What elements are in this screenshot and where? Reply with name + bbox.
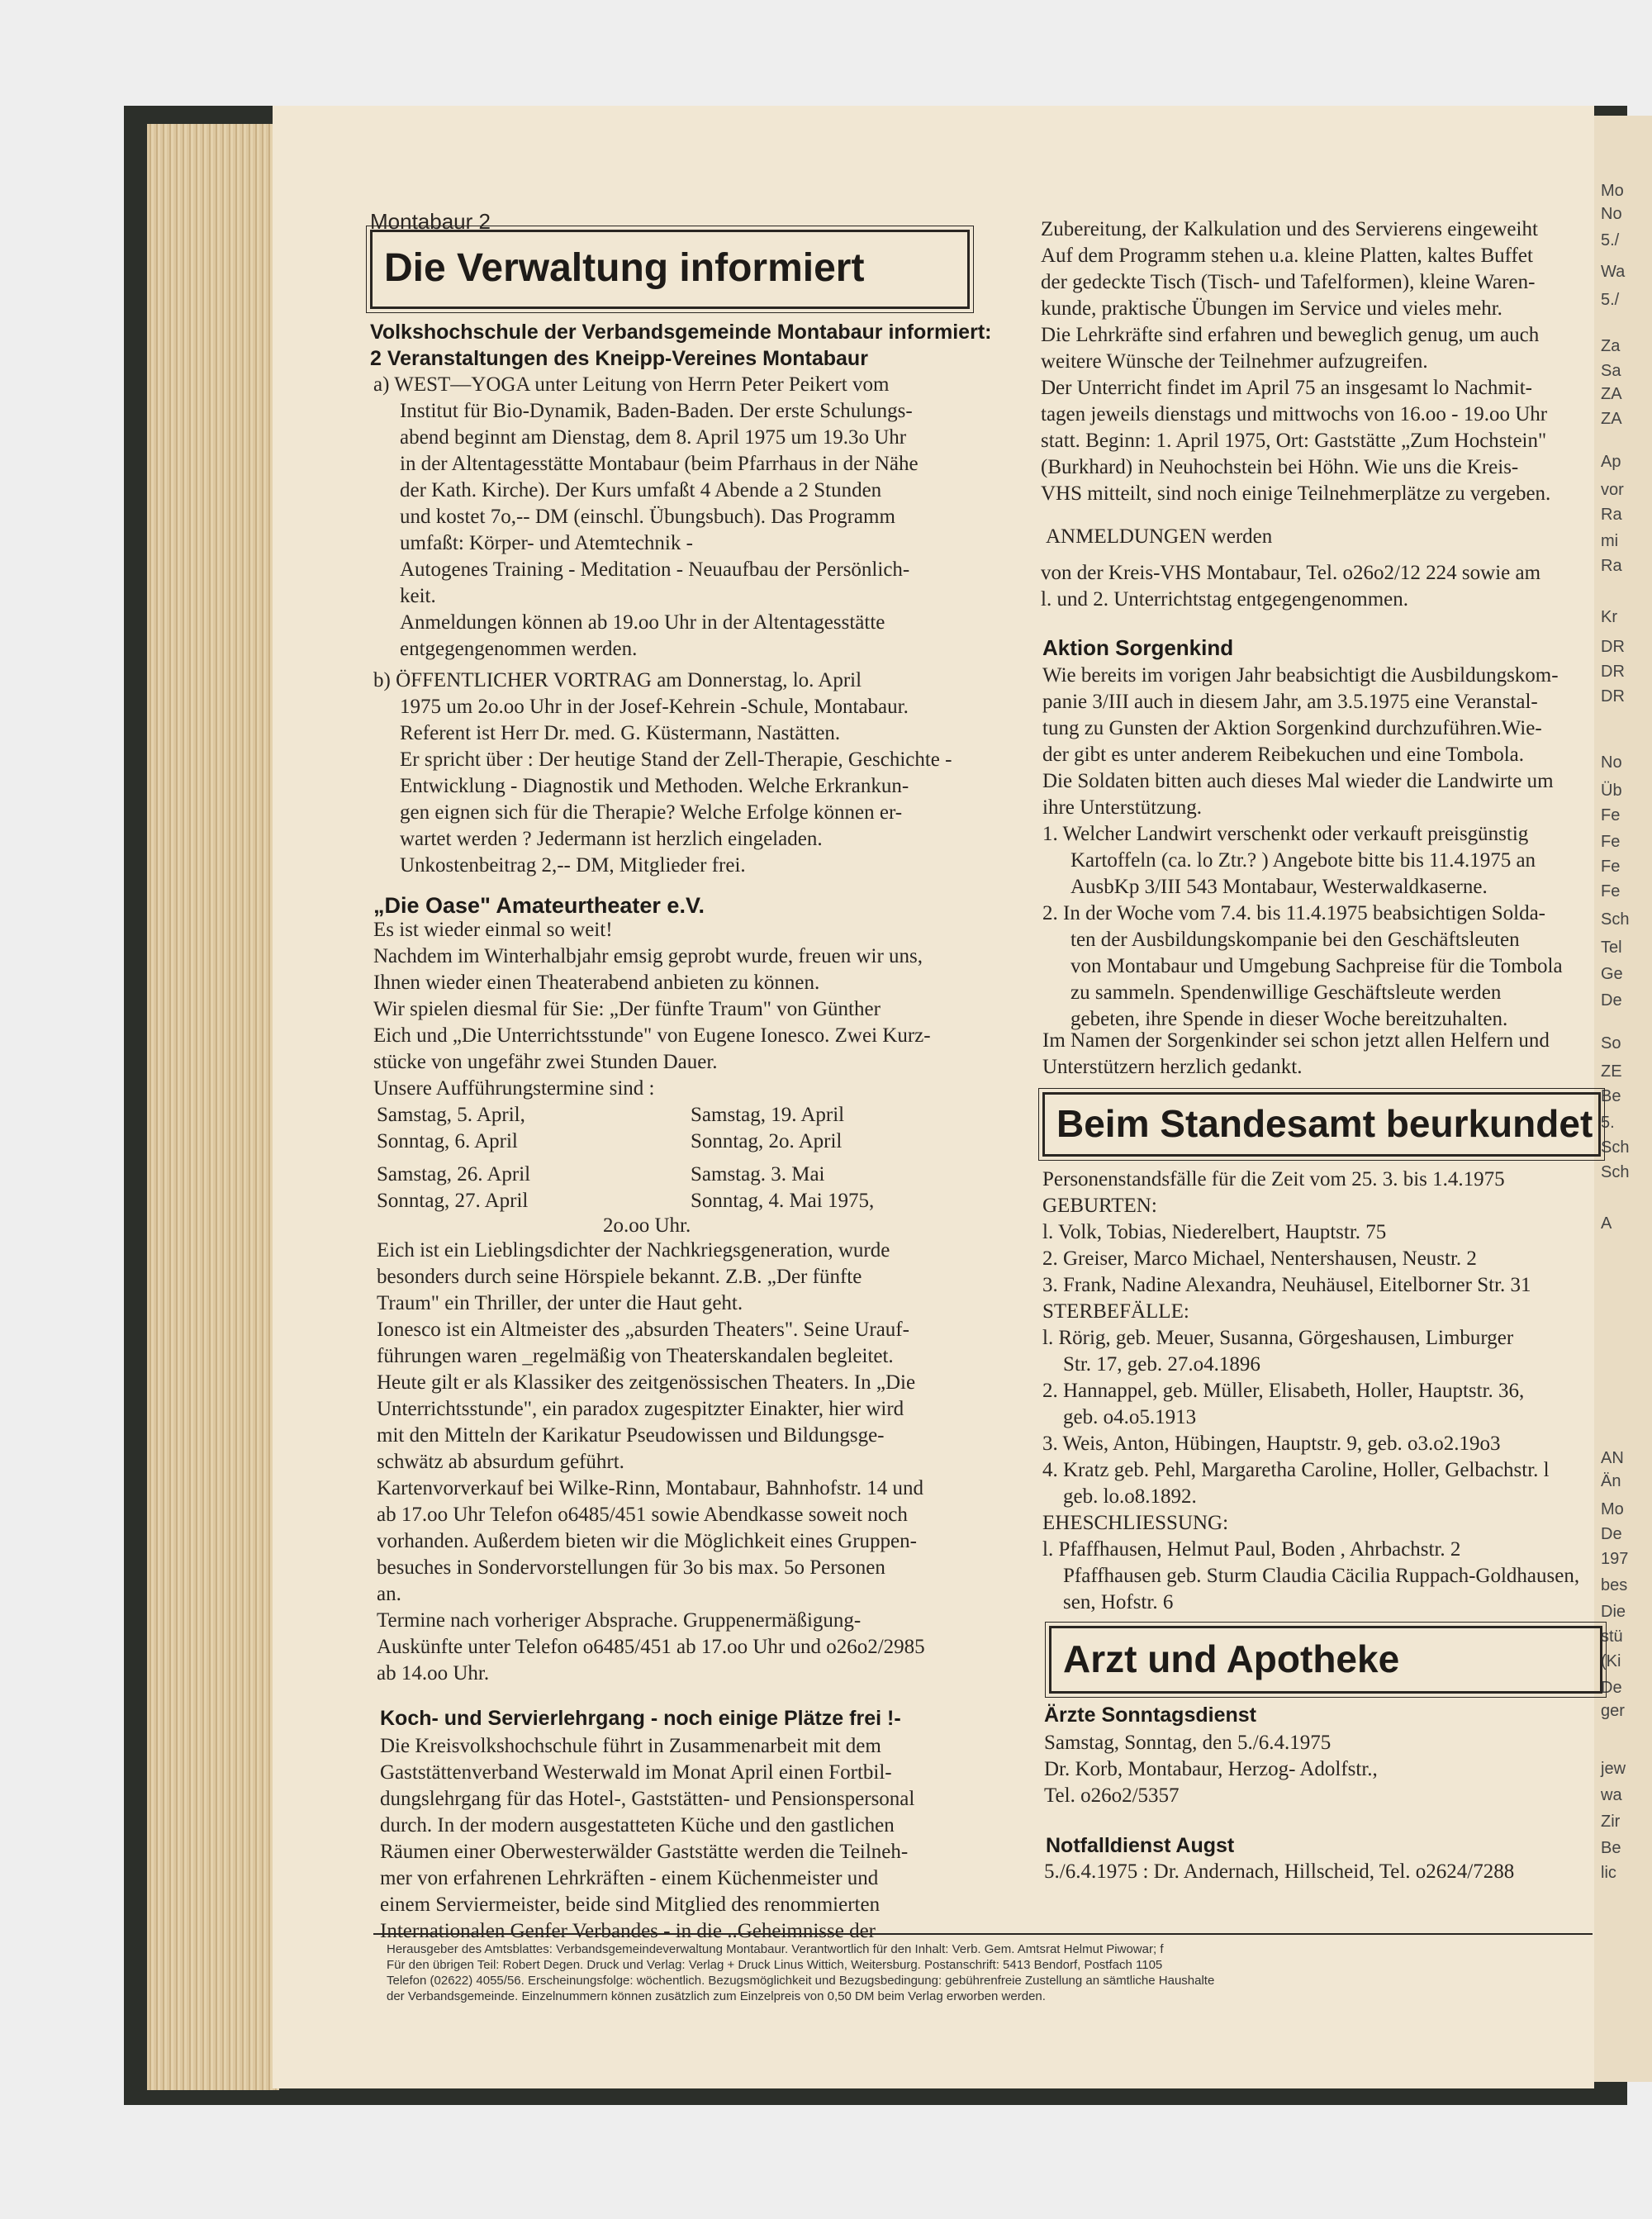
text-line: Entwicklung - Diagnostik und Methoden. Welche Erkrankun- bbox=[400, 775, 909, 797]
text-line: Die Lehrkräfte sind erfahren und beweglich genug, um auch bbox=[1041, 324, 1540, 346]
text-line: und kostet 7o,-- DM (einschl. Übungsbuch). Das Programm bbox=[400, 506, 895, 528]
text-line: an. bbox=[377, 1583, 401, 1605]
text-line: schwätz ab absurdum geführt. bbox=[377, 1451, 624, 1473]
sonntagsdienst-heading: Ärzte Sonntagsdienst bbox=[1044, 1703, 1256, 1727]
text-line: dungslehrgang für das Hotel-, Gaststätten- und Pensionspersonal bbox=[380, 1788, 915, 1810]
text-line: wartet werden ? Jedermann ist herzlich eingeladen. bbox=[400, 828, 823, 850]
impressum-footer bbox=[387, 1941, 1593, 2004]
aktion-closing bbox=[1042, 1028, 1596, 1081]
footer-line: Für den übrigen Teil: Robert Degen. Druck und Verlag: Verlag + Druck Linus Wittich, Weitersburg. Postanschrift: 5413 Bendorf, Postfach 1105 bbox=[387, 1958, 1163, 1972]
list-line: von Montabaur und Umgebung Sachpreise für die Tombola bbox=[1070, 955, 1563, 977]
footer-line: Telefon (02622) 4055/56. Erscheinungsfolge: wöchentlich. Bezugsmöglichkeit und Bezugsbedingung: gebührenfreie Zustellung an sämtliche Haushalte bbox=[387, 1974, 1215, 1988]
text-line: mer von erfahrenen Lehrkräften - einem Küchenmeister und bbox=[380, 1867, 879, 1889]
text-line: Referent ist Herr Dr. med. G. Küstermann, Nastätten. bbox=[400, 722, 841, 744]
list-line: 2. In der Woche vom 7.4. bis 11.4.1975 beabsichtigen Solda- bbox=[1042, 902, 1545, 924]
page-label: Montabaur 2 bbox=[370, 209, 491, 234]
next-page-fragment: 5./ bbox=[1601, 291, 1620, 309]
next-page-fragment: Fe bbox=[1601, 858, 1621, 876]
text-line: Unsere Aufführungstermine sind : bbox=[373, 1077, 655, 1100]
text-line: a) WEST—YOGA unter Leitung von Herrn Peter Peikert vom bbox=[373, 373, 890, 396]
text-line: 3. Frank, Nadine Alexandra, Neuhäusel, Eitelborner Str. 31 bbox=[1042, 1274, 1531, 1296]
vhs-item-a bbox=[373, 372, 1026, 663]
date-row bbox=[377, 1129, 1004, 1155]
text-line: Tel. o26o2/5357 bbox=[1044, 1784, 1180, 1807]
list-line: Kartoffeln (ca. lo Ztr.? ) Angebote bitte bis 11.4.1975 an bbox=[1070, 849, 1536, 872]
date-row bbox=[377, 1162, 1004, 1188]
next-page-fragment: 5. bbox=[1601, 1114, 1615, 1132]
text-line: kunde, praktische Übungen im Service und vieles mehr. bbox=[1041, 297, 1502, 320]
text-line: l. und 2. Unterrichtstag entgegengenommen. bbox=[1041, 588, 1409, 611]
next-page-fragment: ZA bbox=[1601, 410, 1622, 428]
text-line: 3. Weis, Anton, Hübingen, Hauptstr. 9, geb. o3.o2.19o3 bbox=[1042, 1433, 1501, 1455]
text-line: Unterrichtsstunde", ein paradox zugespitzter Einakter, hier wird bbox=[377, 1398, 904, 1420]
text-line: Ihnen wieder einen Theaterabend anbieten zu können. bbox=[373, 972, 820, 994]
next-page-fragment: So bbox=[1601, 1034, 1621, 1052]
vhs-heading bbox=[370, 319, 1023, 372]
date-cell: Sonntag, 27. April bbox=[377, 1190, 529, 1212]
text-line: Räumen einer Oberwesterwälder Gaststätte werden die Teilneh- bbox=[380, 1841, 909, 1863]
text-line: panie 3/III auch in diesem Jahr, am 3.5.1975 eine Veranstal- bbox=[1042, 691, 1538, 713]
date-cell: Samstag, 26. April bbox=[377, 1163, 531, 1186]
next-page-fragment: No bbox=[1601, 753, 1622, 772]
text-line: entgegengenommen werden. bbox=[400, 638, 638, 660]
text-line: besuches in Sondervorstellungen für 3o bis max. 5o Personen bbox=[377, 1556, 885, 1579]
text-line: in der Altentagesstätte Montabaur (beim Pfarrhaus in der Nähe bbox=[400, 453, 919, 475]
sonntagsdienst-body bbox=[1044, 1730, 1589, 1809]
list-line: ten der Ausbildungskompanie bei den Geschäftsleuten bbox=[1070, 929, 1520, 951]
performance-time: 2o.oo Uhr. bbox=[603, 1214, 691, 1237]
text-line: Wir spielen diesmal für Sie: „Der fünfte Traum" von Günther bbox=[373, 998, 881, 1020]
date-cell: Samstag. 3. Mai bbox=[691, 1163, 825, 1186]
next-page-fragment: Sch bbox=[1601, 1138, 1630, 1157]
aktion-list bbox=[1042, 821, 1596, 1033]
text-line: 4. Kratz geb. Pehl, Margaretha Caroline, Holler, Gelbachstr. l bbox=[1042, 1459, 1550, 1481]
text-line: Wie bereits im vorigen Jahr beabsichtigt die Ausbildungskom- bbox=[1042, 664, 1559, 687]
next-page-fragment: Tel bbox=[1601, 938, 1622, 957]
next-page-fragment: Wa bbox=[1601, 263, 1626, 281]
page-edges bbox=[147, 124, 279, 2090]
next-page-fragment: Zir bbox=[1601, 1813, 1621, 1831]
text-line: Es ist wieder einmal so weit! bbox=[373, 919, 613, 941]
text-line: Autogenes Training - Meditation - Neuaufbau der Persönlich- bbox=[400, 558, 910, 581]
next-page-fragment: DR bbox=[1601, 687, 1625, 706]
text-line: Die Kreisvolkshochschule führt in Zusammenarbeit mit dem bbox=[380, 1735, 881, 1757]
next-page-fragment: Ge bbox=[1601, 965, 1623, 983]
text-line: EHESCHLIESSUNG: bbox=[1042, 1512, 1229, 1534]
text-line: einem Serviermeister, beide sind Mitglied des renommierten bbox=[380, 1894, 881, 1916]
text-line: Zubereitung, der Kalkulation und des Servierens eingeweiht bbox=[1041, 218, 1538, 240]
text-line: ab 17.oo Uhr Telefon o6485/451 sowie Abendkasse soweit noch bbox=[377, 1504, 908, 1526]
next-page-fragment: mi bbox=[1601, 532, 1619, 550]
next-page-fragment: ZA bbox=[1601, 385, 1622, 403]
next-page-fragment: Sa bbox=[1601, 362, 1621, 380]
text-line: Auf dem Programm stehen u.a. kleine Platten, kaltes Buffet bbox=[1041, 245, 1533, 267]
footer-rule bbox=[373, 1933, 1593, 1935]
text-line: tung zu Gunsten der Aktion Sorgenkind durchzuführen.Wie- bbox=[1042, 717, 1542, 739]
date-row bbox=[377, 1188, 1004, 1214]
standesamt-list bbox=[1042, 1167, 1594, 1616]
next-page-fragment: De bbox=[1601, 1525, 1622, 1543]
text-line: der gibt es unter anderem Reibekuchen und eine Tombola. bbox=[1042, 744, 1525, 766]
text-line: 2. Greiser, Marco Michael, Nentershausen, Neustr. 2 bbox=[1042, 1247, 1477, 1270]
next-page-fragment: lic bbox=[1601, 1864, 1616, 1882]
text-line: ab 14.oo Uhr. bbox=[377, 1662, 490, 1684]
text-line: Kartenvorverkauf bei Wilke-Rinn, Montabaur, Bahnhofstr. 14 und bbox=[377, 1477, 923, 1499]
text-line: führungen waren _regelmäßig von Theaterskandalen begleitet. bbox=[377, 1345, 894, 1367]
next-page-fragment: Ra bbox=[1601, 506, 1622, 524]
next-page-fragment: Sch bbox=[1601, 1163, 1630, 1181]
next-page-fragment: Üb bbox=[1601, 782, 1622, 800]
next-page-fragment: Ap bbox=[1601, 453, 1621, 471]
text-line: gen eignen sich für die Therapie? Welche Erfolge können er- bbox=[400, 801, 903, 824]
text-line: Personenstandsfälle für die Zeit vom 25. 3. bis 1.4.1975 bbox=[1042, 1168, 1505, 1190]
text-line: tagen jeweils dienstags und mittwochs von 16.oo - 19.oo Uhr bbox=[1041, 403, 1548, 425]
next-page-fragment: Kr bbox=[1601, 608, 1617, 626]
list-line: zu sammeln. Spendenwillige Geschäftsleute werden bbox=[1070, 981, 1502, 1004]
text-line: Nachdem im Winterhalbjahr emsig geprobt wurde, freuen wir uns, bbox=[373, 945, 923, 967]
next-page-fragment: Za bbox=[1601, 337, 1621, 355]
banner-standesamt: Beim Standesamt beurkundet bbox=[1042, 1092, 1601, 1157]
text-line: ihre Unterstützung. bbox=[1042, 796, 1203, 819]
text-line: VHS mitteilt, sind noch einige Teilnehmerplätze zu vergeben. bbox=[1041, 482, 1551, 505]
next-page-fragment: DR bbox=[1601, 663, 1625, 681]
text-line: keit. bbox=[400, 585, 436, 607]
text-line: Auskünfte unter Telefon o6485/451 ab 17.oo Uhr und o26o2/2985 bbox=[377, 1636, 925, 1658]
next-page-fragment: jew bbox=[1601, 1760, 1626, 1778]
text-line: geb. lo.o8.1892. bbox=[1042, 1485, 1197, 1508]
text-line: l. Rörig, geb. Meuer, Susanna, Görgeshausen, Limburger bbox=[1042, 1327, 1514, 1349]
next-page-fragment: bes bbox=[1601, 1576, 1628, 1594]
text-line: umfaßt: Körper- und Atemtechnik - bbox=[400, 532, 693, 554]
date-cell: Sonntag, 2o. April bbox=[691, 1130, 843, 1152]
next-page-fragment: (Ki bbox=[1601, 1652, 1621, 1670]
list-line: 1. Welcher Landwirt verschenkt oder verkauft preisgünstig bbox=[1042, 823, 1529, 845]
next-page-fragment: De bbox=[1601, 1679, 1622, 1697]
koch-continuation bbox=[1041, 216, 1594, 507]
text-line: Eich ist ein Lieblingsdichter der Nachkriegsgeneration, wurde bbox=[377, 1239, 890, 1262]
next-page-strip bbox=[1594, 116, 1652, 2082]
next-page-fragment: No bbox=[1601, 205, 1622, 223]
text-line: Str. 17, geb. 27.o4.1896 bbox=[1042, 1353, 1260, 1376]
text-line: Heute gilt er als Klassiker des zeitgenössischen Theaters. In „Die bbox=[377, 1371, 916, 1394]
next-page-fragment: De bbox=[1601, 991, 1622, 1010]
footer-line: der Verbandsgemeinde. Einzelnummern können zusätzlich zum Einzelpreis von 0,50 DM beim Verlag erworben werden. bbox=[387, 1989, 1046, 2003]
performance-dates bbox=[377, 1102, 1004, 1214]
banner-arzt-apotheke: Arzt und Apotheke bbox=[1049, 1626, 1602, 1694]
next-page-fragment: wa bbox=[1601, 1786, 1622, 1804]
next-page-fragment: Mo bbox=[1601, 1500, 1624, 1518]
next-page-fragment: ZE bbox=[1601, 1062, 1622, 1081]
text-line: 1975 um 2o.oo Uhr in der Josef-Kehrein -Schule, Montabaur. bbox=[400, 696, 909, 718]
text-line: durch. In der modern ausgestatteten Küche und den gastlichen bbox=[380, 1814, 895, 1836]
date-cell: Samstag, 5. April, bbox=[377, 1104, 525, 1126]
text-line: der Kath. Kirche). Der Kurs umfaßt 4 Abende a 2 Stunden bbox=[400, 479, 882, 501]
next-page-fragment: Än bbox=[1601, 1472, 1621, 1490]
text-line: Internationalen Genfer Verbandes - in die ..Geheimnisse der bbox=[380, 1920, 876, 1942]
text-line: abend beginnt am Dienstag, dem 8. April 1975 um 19.3o Uhr bbox=[400, 426, 907, 449]
vhs-item-b bbox=[373, 668, 1034, 879]
next-page-fragment: AN bbox=[1601, 1449, 1624, 1467]
next-page-fragment: Die bbox=[1601, 1603, 1626, 1621]
vhs-heading-line-1: Volkshochschule der Verbandsgemeinde Montabaur informiert: bbox=[370, 321, 992, 344]
koch-heading: Koch- und Servierlehrgang - noch einige Plätze frei !- bbox=[380, 1707, 901, 1730]
koch-body bbox=[380, 1733, 1041, 1945]
text-line: weitere Wünsche der Teilnehmer aufzugreifen. bbox=[1041, 350, 1428, 373]
text-line: l. Volk, Tobias, Niederelbert, Hauptstr. 75 bbox=[1042, 1221, 1387, 1243]
text-line: sen, Hofstr. 6 bbox=[1042, 1591, 1174, 1613]
oase-body bbox=[377, 1238, 1037, 1687]
aktion-heading: Aktion Sorgenkind bbox=[1042, 635, 1234, 660]
text-line: geb. o4.o5.1913 bbox=[1042, 1406, 1197, 1428]
text-line: besonders durch seine Hörspiele bekannt. Z.B. „Der fünfte bbox=[377, 1266, 862, 1288]
text-line: b) ÖFFENTLICHER VORTRAG am Donnerstag, lo. April bbox=[373, 669, 862, 691]
next-page-fragment: stü bbox=[1601, 1627, 1623, 1646]
next-page-fragment: Fe bbox=[1601, 833, 1621, 851]
text-line: Der Unterricht findet im April 75 an insgesamt lo Nachmit- bbox=[1041, 377, 1532, 399]
text-line: vorhanden. Außerdem bieten wir die Möglichkeit eines Gruppen- bbox=[377, 1530, 917, 1552]
date-row bbox=[377, 1102, 1004, 1129]
text-line: Er spricht über : Der heutige Stand der Zell-Therapie, Geschichte - bbox=[400, 748, 952, 771]
next-page-fragment: A bbox=[1601, 1214, 1612, 1233]
date-cell: Samstag, 19. April bbox=[691, 1104, 845, 1126]
next-page-fragment: vor bbox=[1601, 481, 1624, 499]
vhs-heading-line-2: 2 Veranstaltungen des Kneipp-Vereines Montabaur bbox=[370, 347, 868, 370]
next-page-fragment: DR bbox=[1601, 638, 1625, 656]
text-line: Ionesco ist ein Altmeister des „absurden Theaters". Seine Urauf- bbox=[377, 1319, 909, 1341]
date-cell: Sonntag, 6. April bbox=[377, 1130, 518, 1152]
date-cell: Sonntag, 4. Mai 1975, bbox=[691, 1190, 875, 1212]
text-line: Traum" ein Thriller, der unter die Haut geht. bbox=[377, 1292, 743, 1314]
text-line: der gedeckte Tisch (Tisch- und Tafelformen), kleine Waren- bbox=[1041, 271, 1536, 293]
text-line: 2. Hannappel, geb. Müller, Elisabeth, Holler, Hauptstr. 36, bbox=[1042, 1380, 1525, 1402]
text-line: GEBURTEN: bbox=[1042, 1195, 1157, 1217]
anmeldungen-body bbox=[1041, 560, 1594, 613]
next-page-fragment: Fe bbox=[1601, 806, 1621, 824]
text-line: stücke von ungefähr zwei Stunden Dauer. bbox=[373, 1051, 718, 1073]
anmeldungen-label: ANMELDUNGEN werden bbox=[1046, 525, 1273, 548]
list-line: gebeten, ihre Spende in dieser Woche bereitzuhalten. bbox=[1070, 1008, 1508, 1030]
next-page-fragment: Fe bbox=[1601, 882, 1621, 900]
text-line: Samstag, Sonntag, den 5./6.4.1975 bbox=[1044, 1732, 1332, 1754]
text-line: von der Kreis-VHS Montabaur, Tel. o26o2/12 224 sowie am bbox=[1041, 562, 1541, 584]
next-page-fragment: 197 bbox=[1601, 1550, 1629, 1568]
next-page-fragment: Ra bbox=[1601, 557, 1622, 575]
footer-line: Herausgeber des Amtsblattes: Verbandsgemeindeverwaltung Montabaur. Verantwortlich für den Inhalt: Verb. Gem. Amtsrat Helmut Piwowar; f bbox=[387, 1942, 1164, 1956]
aktion-body bbox=[1042, 663, 1596, 821]
text-line: Anmeldungen können ab 19.oo Uhr in der Altentagesstätte bbox=[400, 611, 885, 634]
notfall-heading: Notfalldienst Augst bbox=[1046, 1834, 1235, 1857]
oase-heading: „Die Oase" Amateurtheater e.V. bbox=[373, 893, 705, 918]
next-page-fragment: Be bbox=[1601, 1087, 1621, 1105]
text-line: Pfaffhausen geb. Sturm Claudia Cäcilia Ruppach-Goldhausen, bbox=[1042, 1565, 1580, 1587]
next-page-fragment: Be bbox=[1601, 1839, 1621, 1857]
list-line: AusbKp 3/III 543 Montabaur, Westerwaldkaserne. bbox=[1070, 876, 1488, 898]
text-line: mit den Mitteln der Karikatur Pseudowissen und Bildungsge- bbox=[377, 1424, 885, 1447]
text-line: Unterstützern herzlich gedankt. bbox=[1042, 1056, 1303, 1078]
text-line: (Burkhard) in Neuhochstein bei Höhn. Wie uns die Kreis- bbox=[1041, 456, 1519, 478]
next-page-fragment: ger bbox=[1601, 1702, 1625, 1720]
text-line: STERBEFÄLLE: bbox=[1042, 1300, 1189, 1323]
text-line: Dr. Korb, Montabaur, Herzog- Adolfstr., bbox=[1044, 1758, 1378, 1780]
text-line: Die Soldaten bitten auch dieses Mal wieder die Landwirte um bbox=[1042, 770, 1554, 792]
banner-verwaltung: Die Verwaltung informiert bbox=[370, 230, 970, 309]
next-page-fragment: 5./ bbox=[1601, 231, 1620, 249]
text-line: Eich und „Die Unterrichtsstunde" von Eugene Ionesco. Zwei Kurz- bbox=[373, 1024, 931, 1047]
text-line: Gaststättenverband Westerwald im Monat April einen Fortbil- bbox=[380, 1761, 892, 1784]
text-line: Termine nach vorheriger Absprache. Gruppenermäßigung- bbox=[377, 1609, 862, 1632]
text-line: l. Pfaffhausen, Helmut Paul, Boden , Ahrbachstr. 2 bbox=[1042, 1538, 1461, 1561]
next-page-fragment: Sch bbox=[1601, 910, 1630, 929]
text-line: Unkostenbeitrag 2,-- DM, Mitglieder frei. bbox=[400, 854, 746, 877]
notfall-body: 5./6.4.1975 : Dr. Andernach, Hillscheid, Tel. o2624/7288 bbox=[1044, 1860, 1515, 1883]
next-page-fragment: Mo bbox=[1601, 182, 1624, 200]
text-line: statt. Beginn: 1. April 1975, Ort: Gaststätte „Zum Hochstein" bbox=[1041, 430, 1547, 452]
text-line: Im Namen der Sorgenkinder sei schon jetzt allen Helfern und bbox=[1042, 1029, 1550, 1052]
oase-intro bbox=[373, 917, 1034, 1102]
text-line: Institut für Bio-Dynamik, Baden-Baden. Der erste Schulungs- bbox=[400, 400, 913, 422]
